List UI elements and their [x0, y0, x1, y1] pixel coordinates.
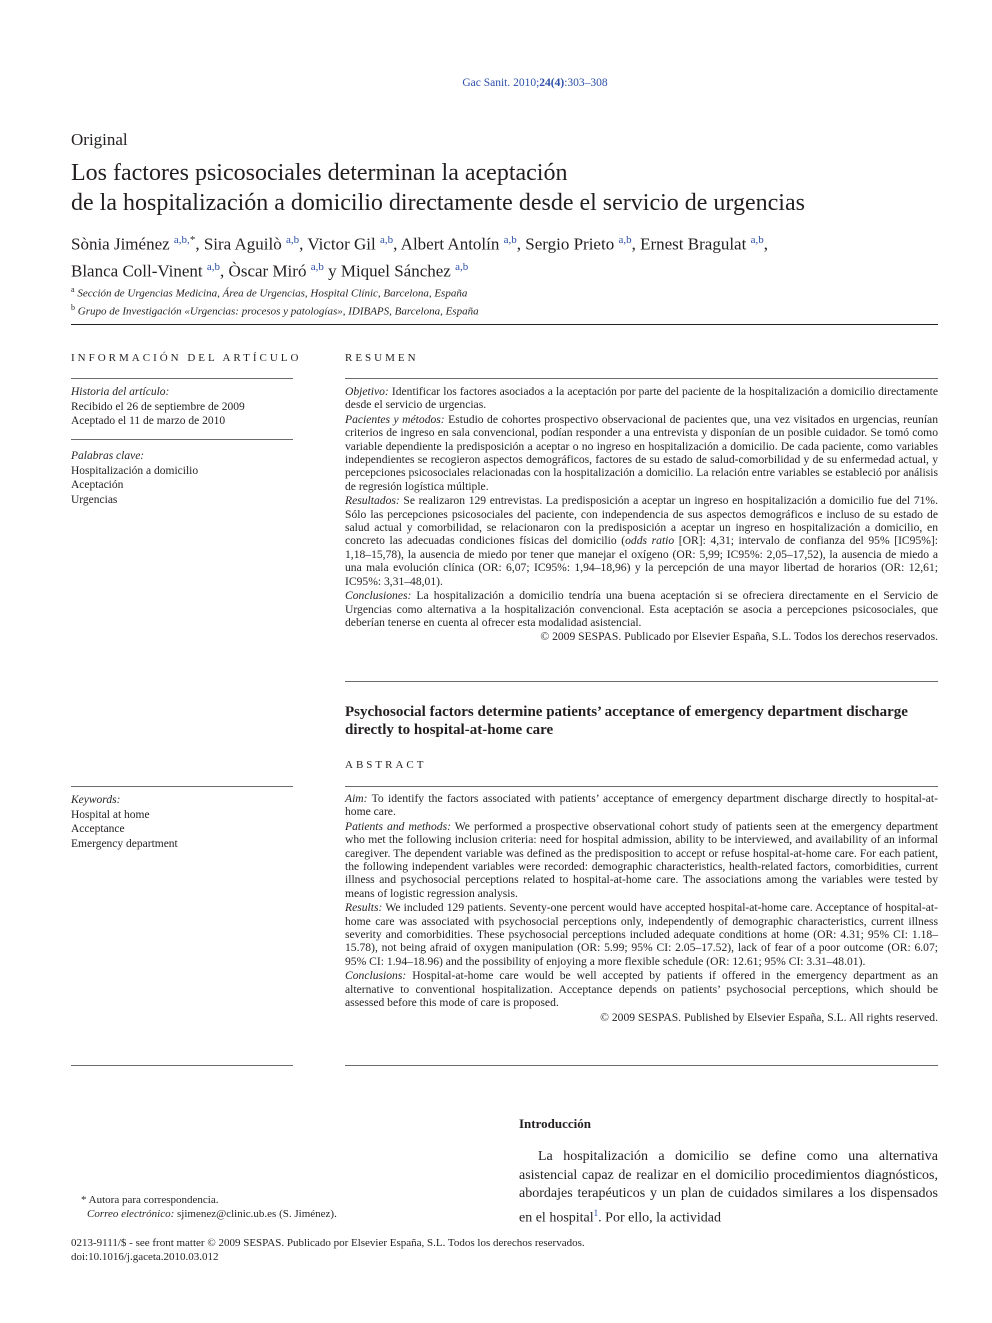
author-affiliation-link[interactable]: a,b: [455, 260, 469, 273]
author-name: Ernest Bragulat: [640, 234, 747, 254]
abstract-results: Results: We included 129 patients. Seventy-one percent would have accepted hospital-at-home care. Acceptance of hospital-at-home care was associated with psychosocial perceptions only, independently of demographic characteristics, current illness severity and comorbidities. These psychosocial perceptions included adequate conditions at home (OR: 4.31; 95% CI: 1.18–15.78), not being afraid of oxygen manipulation (OR: 5.99; 95% CI: 2.05–17.52), lack of fear of a poor outcome (OR: 6.07; 95% CI: 1.94–18.96) and the possibility of enjoying a more flexible schedule (OR: 12.61; 95% CI: 3.31–48.01).: [345, 901, 938, 968]
abstract-methods: Patients and methods: We performed a prospective observational cohort study of patients seen at the emergency department who met the following inclusion criteria: need for hospital admission, ability to be interviewed, and availability of an informal caregiver. The dependent variable was defined as the predisposition to accept or refuse hospital-at-home care. For each patient, the following independent variables were recorded: demographic characteristics, health-related factors, comorbidities, current illness and psychosocial perceptions related to hospital-at-home care. The associations among the variables were tested by means of logistic regression analysis.: [345, 819, 938, 900]
corresponding-star: *: [189, 234, 196, 246]
resumen-metodos: Pacientes y métodos: Estudio de cohortes prospectivo observacional de pacientes que, una vez visitados en urgencias, reunían criterios de ingreso en sala convencional, podían responder a una entrevista y disponían de un posible cuidador. Se tomó como variable dependiente la predisposición a aceptar o no ingreso en hospitalización a domicilio. De cada paciente, como variables independientes se recogieron aspectos demográficos, factores de su estado de salud-comorbilidad y de su enfermedad actual, y percepciones psicosociales relacionadas con la hospitalización a domicilio. La relación entre variables se estableció por análisis de regresión logística múltiple.: [345, 412, 939, 493]
keyword: Emergency department: [71, 837, 178, 850]
article-info-heading: INFORMACIÓN DEL ARTÍCULO: [71, 352, 302, 364]
author-affiliation-link[interactable]: a,b: [618, 234, 632, 246]
keyword: Acceptance: [71, 823, 125, 835]
intro-heading: Introducción: [519, 1116, 591, 1131]
reference-link[interactable]: 1: [593, 1207, 599, 1218]
divider: [345, 1065, 938, 1066]
divider: [71, 786, 293, 787]
email-link[interactable]: sjimenez@clinic.ub.es (S. Jiménez).: [177, 1208, 337, 1220]
author-name: Miquel Sánchez: [340, 261, 451, 281]
author-affiliation-link[interactable]: a,b,*: [173, 234, 196, 246]
article-title-line-1: Los factores psicosociales determinan la aceptación: [71, 160, 568, 186]
author-affiliation-link[interactable]: a,b: [285, 234, 300, 246]
accepted-date: Aceptado el 11 de marzo de 2010: [71, 415, 226, 427]
abstract-aim: Aim: To identify the factors associated with patients’ acceptance of emergency department discharge directly to hospital-at-home care.: [345, 792, 938, 819]
header-divider: [71, 324, 938, 325]
journal-ref-pages: :303–308: [564, 77, 608, 89]
author-affiliation-link[interactable]: a,b: [503, 234, 517, 246]
author-list: Sònia Jiménez $^{a,b,*}$, Sira Aguilò $^{a,b}$, Victor Gil $^{a,b}$, Albert Antolín $^{a,b}$, Sergio Prieto $^{a,b}$, Ernest Bragulat $^{a,b}$, Blanca Coll-Vinent $^{a,b}$, Òscar Miró $^{a,b}$ y Miquel Sánchez $^{a,b}$: [71, 234, 768, 281]
resumen-heading: RESUMEN: [345, 352, 419, 364]
resumen-conclusiones: Conclusiones: La hospitalización a domicilio tendría una buena aceptación si se ofreciera directamente en el Servicio de Urgencias como alternativa a la hospitalización convencional. Esta aceptación se asocia a percepciones psicosociales, que deberían tenerse en cuenta al ofrecer esta modalidad asistencial.: [345, 589, 938, 629]
journal-reference[interactable]: [0, 77, 992, 89]
resumen-resultados: Resultados: Se realizaron 129 entrevistas. La predisposición a aceptar un ingreso en hospitalización a domicilio fue del 71%. Sólo las percepciones psicosociales del paciente, con independencia de sus aspectos demográficos e incluso de su estado de salud actual y comorbilidad, se relacionaron con la predisposición a aceptar un ingreso en hospitalización a domicilio, en concreto las adecuadas condiciones físicas del domicilio (odds ratio [OR]: 4,31; intervalo de confianza del 95% [IC95%]: 1,18–15,78), la ausencia de miedo por tener que manejar el oxígeno (OR: 5,99; IC95%: 2,05–17,52), la ausencia de miedo a una mala evolución clínica (OR: 6,07; IC95%: 1,94–18,96) y la percepción de una mayor libertad de horarios (OR: 12,61; IC95%: 3,31–48,01).: [345, 494, 938, 588]
resumen-body: [345, 385, 938, 645]
abstract-conclusions: Conclusions: Hospital-at-home care would be well accepted by patients if offered in the emergency department as an alternative to conventional hospitalization. Acceptance depends on patients’ psychosocial perceptions, which should be assessed before this mode of care is proposed.: [345, 969, 938, 1010]
article-title-line-2: de la hospitalización a domicilio directamente desde el servicio de urgencias: [71, 190, 805, 216]
keywords-label: Palabras clave:: [71, 450, 145, 462]
spanish-keywords: [71, 449, 293, 507]
page-footer: [71, 1236, 585, 1264]
english-title: Psychosocial factors determine patients’ acceptance of emergency department discharge directly to hospital-at-home care: [345, 704, 908, 738]
footer-copyright: 0213-9111/$ - see front matter © 2009 SESPAS. Publicado por Elsevier España, S.L. Todos los derechos reservados.: [71, 1237, 585, 1249]
section-label: Original: [71, 130, 128, 149]
article-title: [71, 158, 805, 218]
footnote-email-line: Correo electrónico: sjimenez@clinic.ub.es (S. Jiménez).: [87, 1208, 337, 1220]
divider: [71, 1065, 293, 1066]
footer-doi[interactable]: doi:10.1016/j.gaceta.2010.03.012: [71, 1251, 219, 1263]
author-affiliation-link[interactable]: a,b: [310, 260, 324, 273]
abstract-heading: ABSTRACT: [345, 759, 427, 771]
author-affiliation-link[interactable]: a,b: [379, 234, 394, 246]
keyword: Hospital at home: [71, 808, 150, 821]
author-name: Blanca Coll-Vinent: [71, 261, 203, 281]
author-name: Victor Gil: [307, 234, 376, 254]
author-name: Sergio Prieto: [525, 234, 615, 254]
author-name: Albert Antolín: [400, 234, 500, 254]
keyword: Urgencias: [71, 493, 118, 506]
keyword: Hospitalización a domicilio: [71, 464, 199, 477]
author-name: Sònia Jiménez: [71, 234, 170, 254]
divider: [71, 439, 293, 440]
article-history: [71, 385, 293, 429]
footnote-line: * Autora para correspondencia.: [81, 1194, 219, 1206]
author-name: Sira Aguilò: [203, 234, 282, 254]
resumen-objetivo: Objetivo: Identificar los factores asociados a la aceptación por parte del paciente de la hospitalización a domicilio directamente desde el servicio de urgencias.: [345, 385, 938, 412]
english-keywords: [71, 793, 293, 851]
intro-paragraph: La hospitalización a domicilio se define como una alternativa asistencial capaz de realizar en el domicilio procedimientos diagnósticos, abordajes terapéuticos y un plan de cuidados similares a los dispensados en el hospital$^1$. Por ello, la actividad: [519, 1149, 938, 1226]
affiliation-b: $^b$ Grupo de Investigación «Urgencias: procesos y patologías», IDIBAPS, Barcelona, España: [71, 302, 479, 318]
divider: [71, 378, 293, 379]
journal-ref-volume: 24: [539, 77, 551, 89]
author-connector: y: [328, 261, 337, 281]
divider: [345, 786, 938, 787]
received-date: Recibido el 26 de septiembre de 2009: [71, 400, 245, 413]
corresponding-author-footnote: [71, 1193, 337, 1221]
author-name: Òscar Miró: [228, 261, 307, 281]
divider: [345, 378, 938, 379]
abstract-body: [345, 792, 938, 1025]
author-affiliation-link[interactable]: a,b: [750, 234, 764, 246]
journal-ref-issue: (4): [550, 77, 565, 89]
divider: [345, 681, 938, 682]
journal-ref-prefix: Gac Sanit. 2010;: [462, 77, 540, 89]
author-affiliation-link[interactable]: a,b: [206, 260, 221, 273]
keywords-label: Keywords:: [71, 794, 121, 806]
history-label: Historia del artículo:: [71, 386, 170, 398]
resumen-copyright: © 2009 SESPAS. Publicado por Elsevier España, S.L. Todos los derechos reservados.: [540, 630, 938, 644]
keyword: Aceptación: [71, 479, 124, 491]
affiliations: [71, 283, 479, 318]
affiliation-a: $^a$ Sección de Urgencias Medicina, Área de Urgencias, Hospital Clínic, Barcelona, España: [71, 285, 468, 300]
abstract-copyright: © 2009 SESPAS. Published by Elsevier España, S.L. All rights reserved.: [600, 1010, 938, 1024]
